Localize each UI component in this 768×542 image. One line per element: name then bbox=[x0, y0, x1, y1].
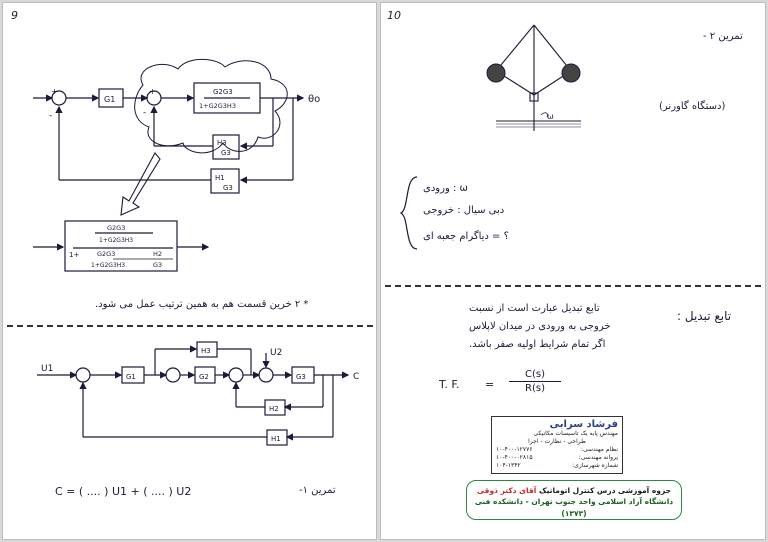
result-one-plus: 1+ bbox=[69, 251, 80, 259]
stamp-row bbox=[496, 446, 618, 454]
engineer-stamp bbox=[491, 416, 623, 474]
io-question: ؟ = دیاگرام جعبه ای bbox=[423, 231, 509, 242]
course-line-1 bbox=[467, 485, 681, 496]
io-output: دبی سیال : خروجی bbox=[423, 205, 505, 216]
tf-def-line-2: خروجی به ورودی در میدان لاپلاس bbox=[469, 321, 611, 332]
tf-title: تابع تبدیل : bbox=[677, 309, 732, 323]
tf-num: C(s) bbox=[525, 369, 545, 380]
sum-3 bbox=[229, 368, 243, 382]
label-g3-d2: G3 bbox=[296, 373, 306, 381]
label-g2g3-num: G2G3 bbox=[213, 88, 233, 96]
course-info-box bbox=[466, 480, 682, 520]
result-h-num: H2 bbox=[153, 250, 163, 258]
label-h3g3-den: G3 bbox=[221, 149, 231, 157]
stamp-name: فرشاد سرابی bbox=[549, 419, 618, 430]
reduction-arrow bbox=[121, 153, 160, 215]
stamp-row-label: شماره شهرسازی: bbox=[572, 462, 618, 469]
label-h2-d2: H2 bbox=[269, 405, 279, 413]
stamp-row-value: ۱۰-۴۰۰-۱۲۷۷۶ bbox=[496, 446, 533, 453]
label-u2: U2 bbox=[270, 348, 283, 358]
flyball-right bbox=[562, 64, 580, 82]
result-mid-num: G2G3 bbox=[97, 250, 116, 258]
sign-minus-2: - bbox=[143, 108, 147, 118]
exercise-1-label: تمرین ١- bbox=[299, 485, 336, 496]
tf-eq: = bbox=[485, 378, 495, 391]
result-top-num: G2G3 bbox=[107, 224, 126, 232]
tf-den: R(s) bbox=[525, 383, 545, 394]
output-theta: θo bbox=[308, 94, 321, 105]
cut-line-left bbox=[7, 325, 373, 327]
tf-lhs: T. F. bbox=[439, 378, 460, 391]
block-diagram-2 bbox=[3, 333, 377, 463]
label-h1g3-num: H1 bbox=[215, 174, 225, 182]
label-g2-d2: G2 bbox=[199, 373, 209, 381]
label-g1-d2: G1 bbox=[126, 373, 136, 381]
brace bbox=[395, 173, 425, 253]
university-line: دانشگاه آزاد اسلامی واحد جنوب تهران - دانشکده فنی (۱۳۷۳) bbox=[474, 497, 674, 518]
equation-text: C = ( .... ) U1 + ( .... ) U2 bbox=[55, 485, 192, 498]
stamp-row-label: پروانه مهندسی: bbox=[578, 454, 618, 461]
label-h3g3-num: H3 bbox=[217, 139, 227, 147]
device-label: (دستگاه گاورنر) bbox=[659, 101, 726, 112]
io-input: ω : ورودی bbox=[423, 183, 468, 194]
stamp-subtitle: طراحی - نظارت - اجرا bbox=[528, 438, 586, 445]
result-h-den: G3 bbox=[153, 261, 163, 269]
label-u1: U1 bbox=[41, 364, 54, 374]
sum-u1 bbox=[76, 368, 90, 382]
cut-line-right bbox=[385, 285, 761, 287]
stamp-row-value: ۱۰-۴۰۰-۰۲۸۱۵ bbox=[496, 454, 533, 461]
label-c-output: C bbox=[353, 372, 360, 382]
flyball-left bbox=[487, 64, 505, 82]
stamp-row-value: ۱۰۴-۱۳۴۲ bbox=[496, 462, 521, 469]
label-h1-d2: H1 bbox=[271, 435, 281, 443]
governor-sketch bbox=[381, 3, 766, 153]
page-number-left: 9 bbox=[11, 9, 18, 22]
note-text: * ٢ خرین قسمت هم به همین ترتیب عمل می شود. bbox=[95, 299, 309, 310]
result-top-den: 1+G2G3H3 bbox=[99, 237, 134, 244]
instructor-name: آقای دکتر ذوقی bbox=[476, 486, 537, 495]
sign-plus-2: + bbox=[149, 87, 156, 96]
result-mid-den: 1+G2G3H3 bbox=[91, 262, 126, 269]
label-h3-d2: H3 bbox=[201, 347, 211, 355]
right-page bbox=[380, 2, 766, 540]
stamp-row bbox=[496, 454, 618, 462]
tf-def-line-1: تابع تبدیل عبارت است از نسبت bbox=[469, 303, 600, 314]
block-diagram-1 bbox=[3, 3, 377, 303]
tf-def-line-3: اگر تمام شرایط اولیه صفر باشد. bbox=[469, 339, 606, 350]
stamp-row-label: نظام مهندسی: bbox=[580, 446, 618, 453]
tf-fraction-bar bbox=[509, 381, 561, 382]
stamp-row bbox=[496, 462, 618, 470]
sign-minus-1: - bbox=[49, 111, 53, 121]
tf-fraction bbox=[509, 369, 561, 394]
label-g1: G1 bbox=[104, 95, 116, 104]
sum-u2 bbox=[259, 368, 273, 382]
page-number-right: 10 bbox=[387, 9, 401, 22]
sign-plus-1: + bbox=[51, 87, 58, 96]
left-page bbox=[2, 2, 377, 540]
label-g2g3-den: 1+G2G3H3 bbox=[199, 102, 236, 110]
sum-2 bbox=[166, 368, 180, 382]
omega-label: ω bbox=[547, 112, 554, 121]
label-h1g3-den: G3 bbox=[223, 184, 233, 192]
course-title: جزوه آموزشی درس کنترل اتوماتیک bbox=[538, 486, 672, 495]
stamp-title: مهندس پایه یک تاسیسات مکانیکی bbox=[533, 430, 618, 437]
exercise-2-label: تمرین ٢ - bbox=[703, 31, 743, 42]
